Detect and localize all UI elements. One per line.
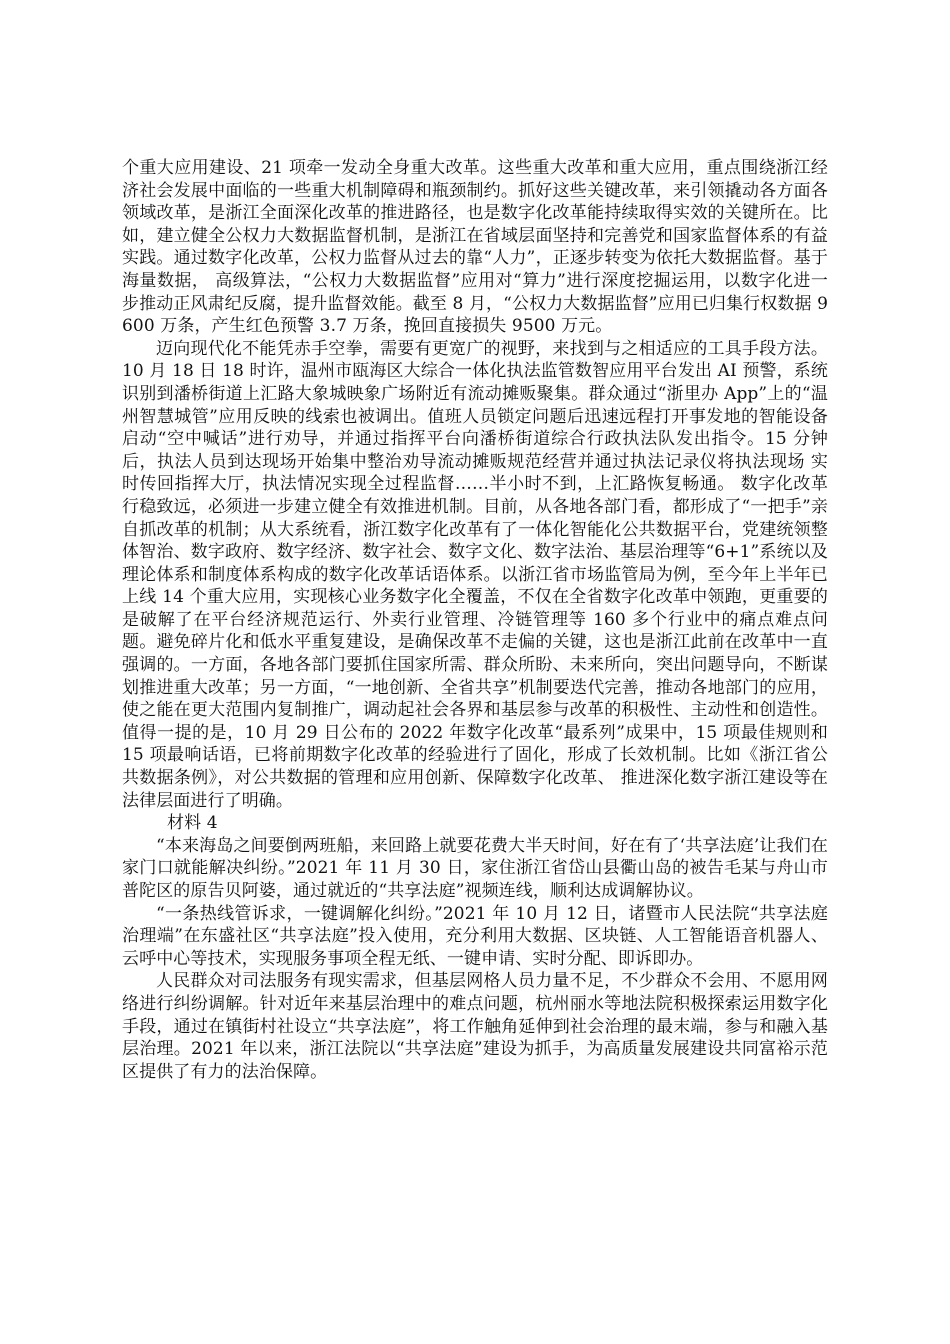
paragraph-4: “一条热线管诉求，一键调解化纠纷。”2021 年 10 月 12 日，诸暨市人民法院“共享法庭治理端”在东盛社区“共享法庭”投入使用，充分利用大数据、区块链、人工智能语音机器人、云呼中心等技术，实现服务事项全程无纸、一键申请、实时分配、即诉即办。 [122,903,828,969]
section-heading-material-4: 材料 4 [167,813,218,834]
paragraph-1: 个重大应用建设、21 项牵一发动全身重大改革。这些重大改革和重大应用，重点围绕浙江经济社会发展中面临的一些重大机制障碍和瓶颈制约。抓好这些关键改革，来引领撬动各方面各领域改革，是浙江全面深化改革的推进路径，也是数字化改革能持续取得实效的关键所在。比如，建立健全公权力大数据监督机制，是浙江在省域层面坚持和完善党和国家监督体系的有益实践。通过数字化改革，公权力监督从过去的靠“人力”，正逐步转变为依托大数据监督。基于海量数据， 高级算法，“公权力大数据监督”应用对“算力”进行深度挖掘运用，以数字化进一步推动正风肃纪反腐，提升监督效能。截至 8 月，“公权力大数据监督”应用已归集行权数据 9600 万条，产生红色预警 3.7 万条，挽回直接损失 9500 万元。 [122,158,828,337]
paragraph-3: “本来海岛之间要倒两班船，来回路上就要花费大半天时间，好在有了‘共享法庭’让我们在家门口就能解决纠纷。”2021 年 11 月 30 日，家住浙江省岱山县衢山岛的被告毛某与舟山市普陀区的原告贝阿婆，通过就近的“共享法庭”视频连线，顺利达成调解协议。 [122,835,828,901]
paragraph-5: 人民群众对司法服务有现实需求，但基层网格人员力量不足，不少群众不会用、不愿用网络进行纠纷调解。针对近年来基层治理中的难点问题，杭州丽水等地法院积极探索运用数字化手段，通过在镇街村社设立“共享法庭”，将工作触角延伸到社会治理的最末端，参与和融入基层治理。2021 年以来，浙江法院以“共享法庭”建设为抓手，为高质量发展建设共同富裕示范区提供了有力的法治保障。 [122,971,828,1082]
paragraph-2: 迈向现代化不能凭赤手空拳，需要有更宽广的视野，来找到与之相适应的工具手段方法。10 月 18 日 18 时许，温州市瓯海区大综合一体化执法监管数智应用平台发出 AI 预警，系统识别到潘桥街道上汇路大象城映象广场附近有流动摊贩聚集。群众通过“浙里办 App”上的“温州智慧城管”应用反映的线索也被调出。值班人员锁定问题后迅速远程打开事发地的智能设备启动“空中喊话”进行劝导，并通过指挥平台向潘桥街道综合行政执法队发出指令。15 分钟后，执法人员到达现场开始集中整治劝导流动摊贩规范经营并通过执法记录仪将执法现场 实时传回指挥大厅，执法情况实现全过程监督……半小时不到，上汇路恢复畅通。 数字化改革行稳致远，必须进一步建立健全有效推进机制。目前，从各地各部门看，都形成了“一把手”亲自抓改革的机制；从大系统看，浙江数字化改革有了一体化智能化公共数据平台，党建统领整体智治、数字政府、数字经济、数字社会、数字文化、数字法治、基层治理等“6+1”系统以及理论体系和制度体系构成的数字化改革话语体系。以浙江省市场监管局为例，至今年上半年已上线 14 个重大应用，实现核心业务数字化全覆盖，不仅在全省数字化改革中领跑，更重要的是破解了在平台经济规范运行、外卖行业管理、冷链管理等 160 多个行业中的痛点难点问题。避免碎片化和低水平重复建设，是确保改革不走偏的关键，这也是浙江此前在改革中一直强调的。一方面，各地各部门要抓住国家所需、群众所盼、未来所向，突出问题导向，不断谋划推进重大改革；另一方面，“一地创新、全省共享”机制要迭代完善，推动各地部门的应用，使之能在更大范围内复制推广，调动起社会各界和基层参与改革的积极性、主动性和创造性。值得一提的是，10 月 29 日公布的 2022 年数字化改革“最系列”成果中，15 项最佳规则和 15 项最响话语，已将前期数字化改革的经验进行了固化，形成了长效机制。比如《浙江省公共数据条例》，对公共数据的管理和应用创新、保障数字化改革、 推进深化数字浙江建设等在法律层面进行了明确。 [122,338,828,811]
